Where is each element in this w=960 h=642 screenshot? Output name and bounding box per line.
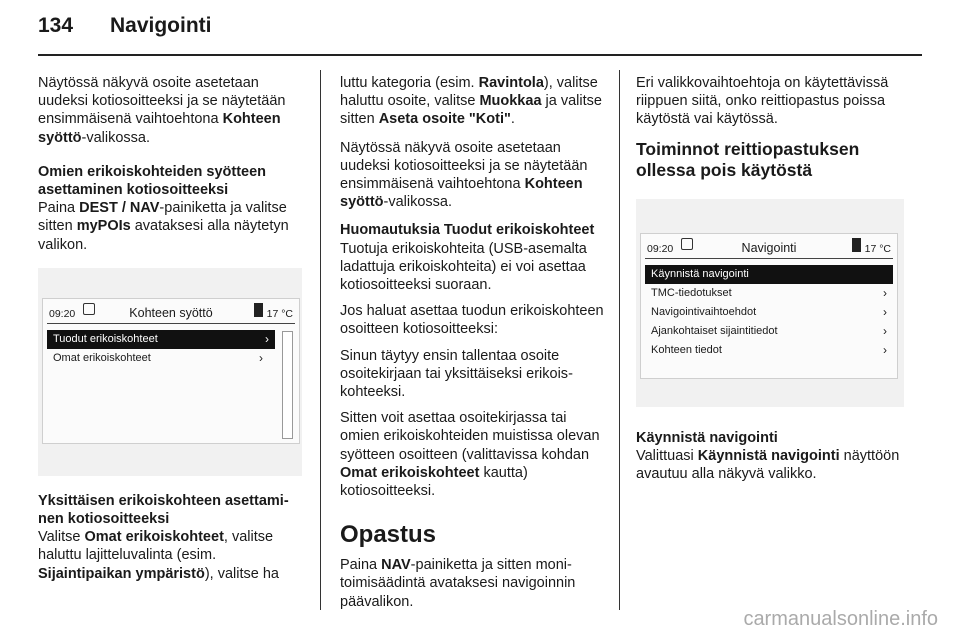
thermometer-icon [254, 303, 263, 317]
header-rule [38, 54, 922, 56]
paragraph: luttu kategoria (esim. Ravintola), valitse haluttu osoite, valitse Muokkaa ja valitse sitten Aseta osoite "Koti". [340, 75, 602, 128]
paragraph: Näytössä näkyvä osoite asetetaan uudeksi kotiosoitteeksi ja se näytetään ensimmäisenä vaihtoehtona Kohteen syöttö-valikossa. [38, 75, 286, 146]
menu-item-tuodut[interactable]: Tuodut erikoiskohteet › [47, 330, 275, 349]
subheading: Omien erikoiskohteiden syötteen asettaminen kotiosoitteeksi [38, 163, 267, 199]
scrollbar[interactable] [282, 331, 293, 439]
column-divider-2 [619, 70, 620, 610]
paragraph: Jos haluat asettaa tuodun erikoiskohteen osoitteen kotiosoitteeksi: [340, 303, 604, 338]
clock-time: 09:20 [49, 307, 76, 320]
paragraph: Näytössä näkyvä osoite asetetaan uudeksi kotiosoitteeksi ja se näytetään ensimmäisenä vaihtoehtona Kohteen syöttö-valikossa. [340, 139, 588, 211]
paragraph: Sitten voit asettaa osoitekirjassa tai omien erikoiskohteiden muistissa olevan syötteen osoitteen (valittavissa kohdan Omat erikoiskohteet kautta) kotiosoitteeksi. [340, 410, 600, 500]
temperature: 17 °C [266, 307, 293, 320]
page-title: Navigointi [110, 14, 212, 37]
chevron-right-icon: › [883, 285, 887, 300]
screen-title: Kohteen syöttö [129, 305, 213, 320]
subheading: Huomautuksia Tuodut erikoiskohteet [340, 222, 595, 239]
watermark: carmanualsonline.info [743, 608, 938, 630]
screenshot-kohteen-syotto [38, 268, 302, 476]
page-number: 134 [38, 14, 74, 37]
column-1 [38, 74, 304, 583]
temperature: 17 °C [864, 242, 891, 255]
clock-time: 09:20 [647, 242, 674, 255]
subheading: Käynnistä navigointi [636, 429, 778, 446]
menu-item-tmc[interactable]: TMC-tiedotukset › [645, 284, 893, 303]
section: Omien erikoiskohteiden syötteen asettaminen kotiosoitteeksi Paina DEST / NAV-painiketta ja valitse sitten myPOIs avataksesi alla näytetyn valikon. [38, 163, 289, 253]
screen-title: Navigointi [741, 240, 797, 255]
subheading: Yksittäisen erikoiskohteen asettaminen kotiosoitteeksi [38, 492, 289, 528]
chevron-right-icon: › [883, 323, 887, 338]
thermometer-icon [852, 238, 861, 252]
status-bar [47, 299, 295, 324]
section: Käynnistä navigointi Valittuasi Käynnistä navigointi näyttöön avautuu alla näkyvä valikko. [636, 429, 900, 483]
paragraph: Huomautuksia Tuodut erikoiskohteet Tuotuja erikoiskohteita (USB-asemalta ladattuja erikoiskohteita) ei voi asettaa kotiosoitteeksi suoraan. [340, 222, 595, 294]
menu-item-kaynnista[interactable]: Käynnistä navigointi [645, 265, 893, 284]
screenshot-navigointi [636, 199, 904, 407]
chevron-right-icon: › [259, 350, 263, 365]
paragraph: Sinun täytyy ensin tallentaa osoite osoitekirjaan tai yksittäiseksi erikoiskohteeksi. [340, 347, 573, 401]
section: Yksittäisen erikoiskohteen asettaminen kotiosoitteeksi Valitse Omat erikoiskohteet, valitse haluttu lajitteluvalinta (esim. Sijaintipaikan ympäristö), valitse ha [38, 492, 289, 582]
chevron-right-icon: › [265, 331, 269, 346]
section-heading: Toiminnot reittiopastuksen ollessa pois käytöstä [636, 138, 860, 180]
column-3 [636, 74, 904, 483]
section-heading: Opastus [340, 521, 437, 549]
paragraph: Paina NAV-painiketta ja sitten monitoimisäädintä avataksesi navigoinnin päävalikon. [340, 557, 576, 610]
menu-item-omat[interactable]: Omat erikoiskohteet › [47, 349, 269, 368]
menu-item-sijaintitiedot[interactable]: Ajankohtaiset sijaintitiedot › [645, 322, 893, 341]
menu-item-vaihtoehdot[interactable]: Navigointivaihtoehdot › [645, 303, 893, 322]
menu-item-kohteen-tiedot[interactable]: Kohteen tiedot › [645, 341, 893, 360]
status-bar [645, 234, 893, 259]
column-2 [340, 74, 604, 621]
infotainment-screen [42, 298, 300, 444]
column-divider-1 [320, 70, 321, 610]
chevron-right-icon: › [883, 342, 887, 357]
infotainment-screen [640, 233, 898, 379]
paragraph: Eri valikkovaihtoehtoja on käytettävissä riippuen siitä, onko reittiopastus poissa käytöstä vai käytössä. [636, 75, 889, 128]
page-header [38, 14, 212, 38]
chevron-right-icon: › [883, 304, 887, 319]
